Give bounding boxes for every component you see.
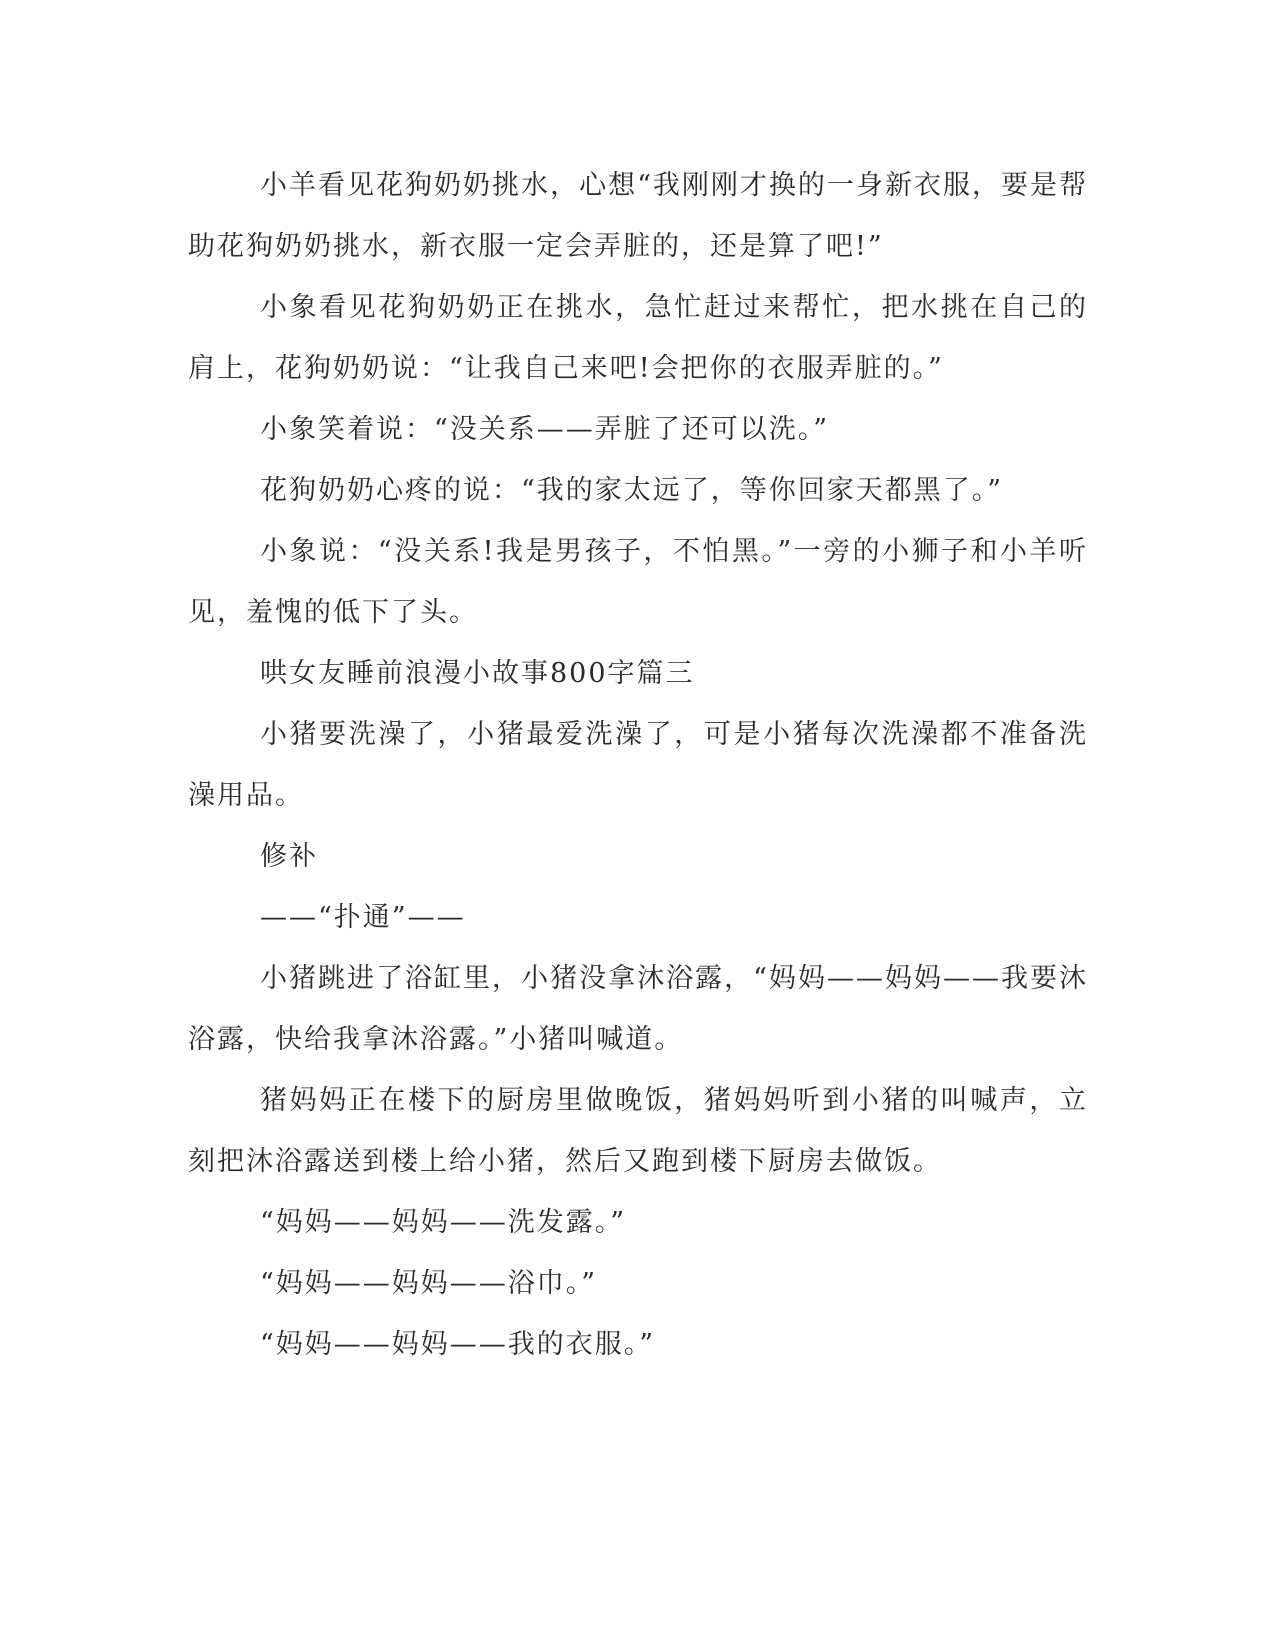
paragraph: 猪妈妈正在楼下的厨房里做晚饭，猪妈妈听到小猪的叫喊声，立刻把沐浴露送到楼上给小猪，然后又跑到楼下厨房去做饭。 bbox=[188, 1085, 1088, 1177]
paragraph: 小象笑着说：“没关系——弄脏了还可以洗。” bbox=[260, 414, 830, 445]
paragraph: 小羊看见花狗奶奶挑水，心想“我刚刚才换的一身新衣服，要是帮助花狗奶奶挑水，新衣服一定会弄脏的，还是算了吧!” bbox=[188, 170, 1088, 262]
paragraph: “妈妈——妈妈——我的衣服。” bbox=[260, 1329, 656, 1360]
paragraph: 花狗奶奶心疼的说：“我的家太远了，等你回家天都黑了。” bbox=[260, 475, 1004, 506]
paragraph: 小象看见花狗奶奶正在挑水，急忙赶过来帮忙，把水挑在自己的肩上，花狗奶奶说：“让我自己来吧!会把你的衣服弄脏的。” bbox=[188, 292, 1088, 384]
section-heading: 哄女友睡前浪漫小故事800字篇三 bbox=[260, 658, 695, 689]
paragraph: “妈妈——妈妈——浴巾。” bbox=[260, 1268, 598, 1299]
paragraph: 小猪跳进了浴缸里，小猪没拿沐浴露，“妈妈——妈妈——我要沐浴露，快给我拿沐浴露。”小猪叫喊道。 bbox=[188, 963, 1088, 1055]
paragraph: 小猪要洗澡了，小猪最爱洗澡了，可是小猪每次洗澡都不准备洗澡用品。 bbox=[188, 719, 1088, 811]
paragraph: 小象说：“没关系!我是男孩子，不怕黑。”一旁的小狮子和小羊听见，羞愧的低下了头。 bbox=[188, 536, 1088, 628]
paragraph: 修补 bbox=[260, 841, 318, 872]
paragraph: “妈妈——妈妈——洗发露。” bbox=[260, 1207, 627, 1238]
document-body bbox=[188, 155, 1088, 1375]
paragraph: ——“扑通”—— bbox=[260, 902, 466, 933]
